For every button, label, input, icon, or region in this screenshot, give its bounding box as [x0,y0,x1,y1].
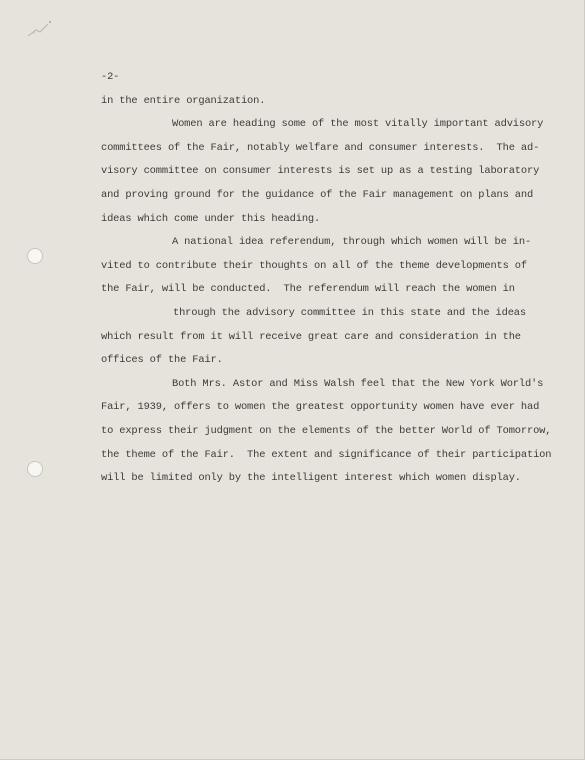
paragraph-start-line: Women are heading some of the most vitally important advisory [172,118,544,131]
page-number: -2- [101,71,120,83]
paragraph-start-line: Both Mrs. Astor and Miss Walsh feel that the New York World's [172,377,544,390]
punch-hole-bottom [27,461,43,477]
typed-text-body [101,66,552,491]
text-line: which result from it will receive great care and consideration in the [101,330,521,343]
text-line: the theme of the Fair. The extent and significance of their participation [101,448,552,461]
text-line: vited to contribute their thoughts on all of the theme developments of [101,259,527,272]
text-line: offices of the Fair. [101,354,223,367]
text-line: visory committee on consumer interests is set up as a testing laboratory [101,165,540,178]
text-line: Fair, 1939, offers to women the greatest opportunity women have ever had [101,401,540,414]
text-line: to express their judgment on the elements of the better World of Tomorrow, [101,424,552,437]
paper-smudge-mark [26,18,54,40]
text-line: ideas which come under this heading. [101,212,321,225]
text-line-with-blank: through the advisory committee in this state and the ideas [173,306,526,319]
text-line: in the entire organization. [101,94,266,107]
text-line: the Fair, will be conducted. The referendum will reach the women in [101,283,515,296]
punch-hole-top [27,248,43,264]
text-line: will be limited only by the intelligent interest which women display. [101,472,521,485]
text-line: and proving ground for the guidance of the Fair management on plans and [101,188,534,201]
paragraph-start-line: A national idea referendum, through which women will be in- [172,236,532,249]
text-line: committees of the Fair, notably welfare and consumer interests. The ad- [101,141,540,154]
